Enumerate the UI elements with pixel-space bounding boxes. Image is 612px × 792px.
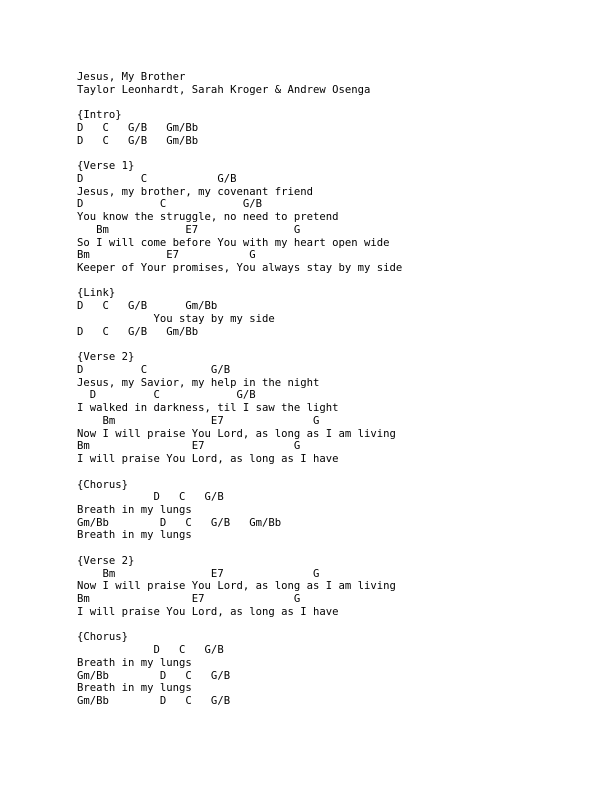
chord-line: Bm E7 G [77,414,320,427]
lyric-line: Keeper of Your promises, You always stay by my side [77,262,403,275]
chord-line: D C G/B Gm/Bb [77,121,199,134]
lyric-line: Breath in my lungs [77,656,192,669]
blank-line [77,96,402,109]
lyric-line: Now I will praise You Lord, as long as I am living [77,580,396,593]
chord-line: Bm E7 G [77,567,320,580]
chord-line: Bm E7 G [77,249,256,262]
lyric-line: So I will come before You with my heart open wide [77,236,390,249]
chord-line: Bm E7 G [77,440,301,453]
chord-line: D C G/B [77,644,224,657]
section-label: {Chorus} [77,478,129,491]
chord-line: D C G/B [77,172,237,185]
section-label: {Chorus} [77,631,129,644]
blank-line [77,147,402,160]
blank-line [77,542,402,555]
lyric-line: Breath in my lungs [77,503,192,516]
section-label: {Verse 2} [77,351,135,364]
lyric-line: Now I will praise You Lord, as long as I am living [77,427,396,440]
chord-line: Gm/Bb D C G/B [77,694,231,707]
chord-line: D C G/B Gm/Bb [77,134,199,147]
lyric-line: Jesus, my brother, my covenant friend [77,185,313,198]
chord-line: D C G/B [77,363,231,376]
lyric-line: Breath in my lungs [77,682,192,695]
chord-line: D C G/B [77,389,256,402]
lyric-line: You know the struggle, no need to pretend [77,211,339,224]
chord-sheet [77,71,402,708]
lyric-line: Jesus, my Savior, my help in the night [77,376,320,389]
song-title: Jesus, My Brother [77,71,186,83]
lyric-line: You stay by my side [77,312,275,325]
chord-line: D C G/B Gm/Bb [77,300,218,313]
song-authors: Taylor Leonhardt, Sarah Kroger & Andrew Osenga [77,83,371,96]
lyric-line: I will praise You Lord, as long as I have [77,605,339,618]
chord-line: Gm/Bb D C G/B Gm/Bb [77,516,282,529]
section-label: {Verse 1} [77,160,135,173]
blank-line [77,338,402,351]
chord-line: Bm E7 G [77,223,301,236]
lyric-line: Breath in my lungs [77,529,192,542]
chord-line: D C G/B [77,198,262,211]
section-label: {Verse 2} [77,554,135,567]
blank-line [77,466,402,479]
chord-line: Bm E7 G [77,593,301,606]
blank-line [77,619,402,632]
lyric-line: I walked in darkness, til I saw the light [77,402,339,415]
blank-line [77,275,402,288]
section-label: {Intro} [77,109,122,122]
chord-line: Gm/Bb D C G/B [77,669,231,682]
lyric-line: I will praise You Lord, as long as I have [77,453,339,466]
section-label: {Link} [77,287,116,300]
chord-line: D C G/B Gm/Bb [77,325,199,338]
chord-line: D C G/B [77,491,224,504]
